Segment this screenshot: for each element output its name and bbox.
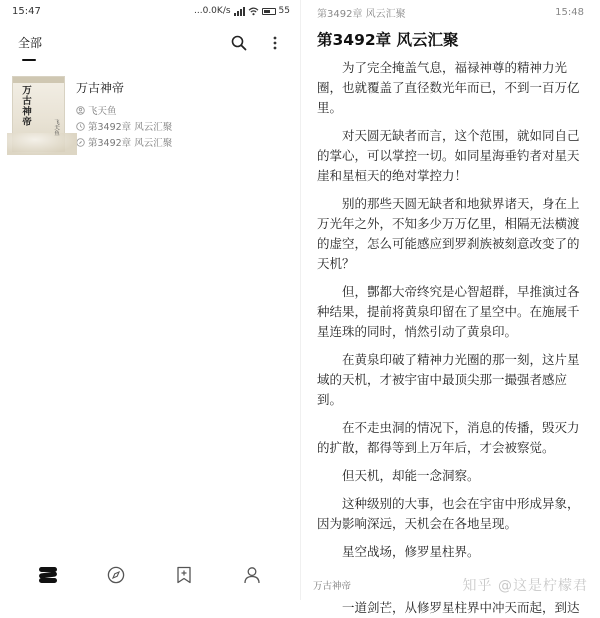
status-time: 15:47 bbox=[12, 5, 41, 17]
paragraph: 别的那些天圆无缺者和地狱界诸天，身在上万光年之外，不知多少万万亿里，相隔无法横渡的虚空，怎么可能感应到罗刹族被刻意改变了的天机？ bbox=[317, 196, 580, 271]
bookmark-add-icon bbox=[176, 566, 192, 584]
search-button[interactable] bbox=[228, 32, 250, 54]
cover-author: 飞天鱼 bbox=[53, 119, 59, 136]
paragraph: 在不走虫洞的情况下，消息的传播，毁灭力的扩散，都得等到上万年后，才会被察觉。 bbox=[317, 420, 580, 455]
more-button[interactable] bbox=[264, 32, 286, 54]
reader-status-bar bbox=[301, 0, 600, 24]
chapter-content bbox=[301, 58, 600, 618]
reader-panel[interactable] bbox=[301, 0, 600, 615]
footer-book-name: 万古神帝 bbox=[313, 581, 352, 592]
book-cover[interactable] bbox=[12, 76, 65, 152]
paragraph: 一道剑芒，从修罗星柱界中冲天而起，到达 bbox=[342, 600, 580, 615]
book-author: 飞天鱼 bbox=[88, 106, 117, 117]
bottom-navigation bbox=[0, 550, 300, 600]
reader-footer bbox=[301, 570, 600, 600]
clock-icon bbox=[76, 122, 85, 131]
chapter-title: 第3492章 风云汇聚 bbox=[317, 31, 459, 49]
nav-bookshelf[interactable] bbox=[33, 560, 63, 590]
reader-chapter-indicator: 第3492章 风云汇聚 bbox=[317, 8, 406, 20]
battery-icon bbox=[262, 8, 276, 15]
user-icon bbox=[243, 566, 261, 584]
search-icon bbox=[231, 35, 247, 51]
network-speed: ...0.0K/s bbox=[194, 6, 231, 16]
paragraph: 星空战场，修罗星柱界。 bbox=[342, 544, 480, 559]
cover-title: 万古神帝 bbox=[20, 85, 31, 127]
paragraph: 但天机，却能一念洞察。 bbox=[342, 468, 480, 483]
wifi-icon bbox=[248, 7, 259, 16]
status-bar bbox=[0, 0, 300, 22]
nav-discover[interactable] bbox=[101, 560, 131, 590]
paragraph: 在黄泉印破了精神力光圈的那一刻，这片星域的天机，才被宇宙中最顶尖那一撮强者感应到。 bbox=[317, 352, 580, 407]
compass-small-icon bbox=[76, 138, 85, 147]
shelf-icon bbox=[38, 566, 58, 584]
more-vertical-icon bbox=[273, 36, 277, 50]
battery-level: 55 bbox=[278, 6, 290, 16]
paragraph: 这种级别的大事，也会在宇宙中形成异象，因为影响深远，天机会在各地呈现。 bbox=[317, 496, 580, 531]
tab-all[interactable]: 全部 bbox=[18, 34, 42, 53]
signal-icon bbox=[234, 7, 245, 16]
latest-chapter: 第3492章 风云汇聚 bbox=[88, 122, 173, 133]
reader-time: 15:48 bbox=[555, 6, 584, 18]
book-title: 万古神帝 bbox=[76, 81, 125, 95]
bookshelf-header bbox=[0, 22, 300, 64]
paragraph: 为了完全掩盖气息，福禄神尊的精神力光圈，也就覆盖了直径数光年而已，不到一百万亿里。 bbox=[317, 60, 580, 115]
bookshelf-panel bbox=[0, 0, 300, 600]
book-item[interactable] bbox=[12, 76, 292, 156]
paragraph: 对天圆无缺者而言，这个范围，就如同自己的掌心，可以掌控一切。如同星海垂钓者对星天崖和星桓天的绝对掌控力！ bbox=[317, 128, 580, 183]
compass-icon bbox=[107, 566, 125, 584]
watermark: 知乎 @这是柠檬君 bbox=[462, 578, 588, 594]
nav-profile[interactable] bbox=[237, 560, 267, 590]
author-icon bbox=[76, 106, 85, 115]
read-chapter: 第3492章 风云汇聚 bbox=[88, 138, 173, 149]
nav-bookmark[interactable] bbox=[169, 560, 199, 590]
paragraph: 但，酆都大帝终究是心智超群，早推演过各种结果，提前将黄泉印留在了星空中。在施展千星连珠的同时，悄然引动了黄泉印。 bbox=[317, 284, 580, 339]
